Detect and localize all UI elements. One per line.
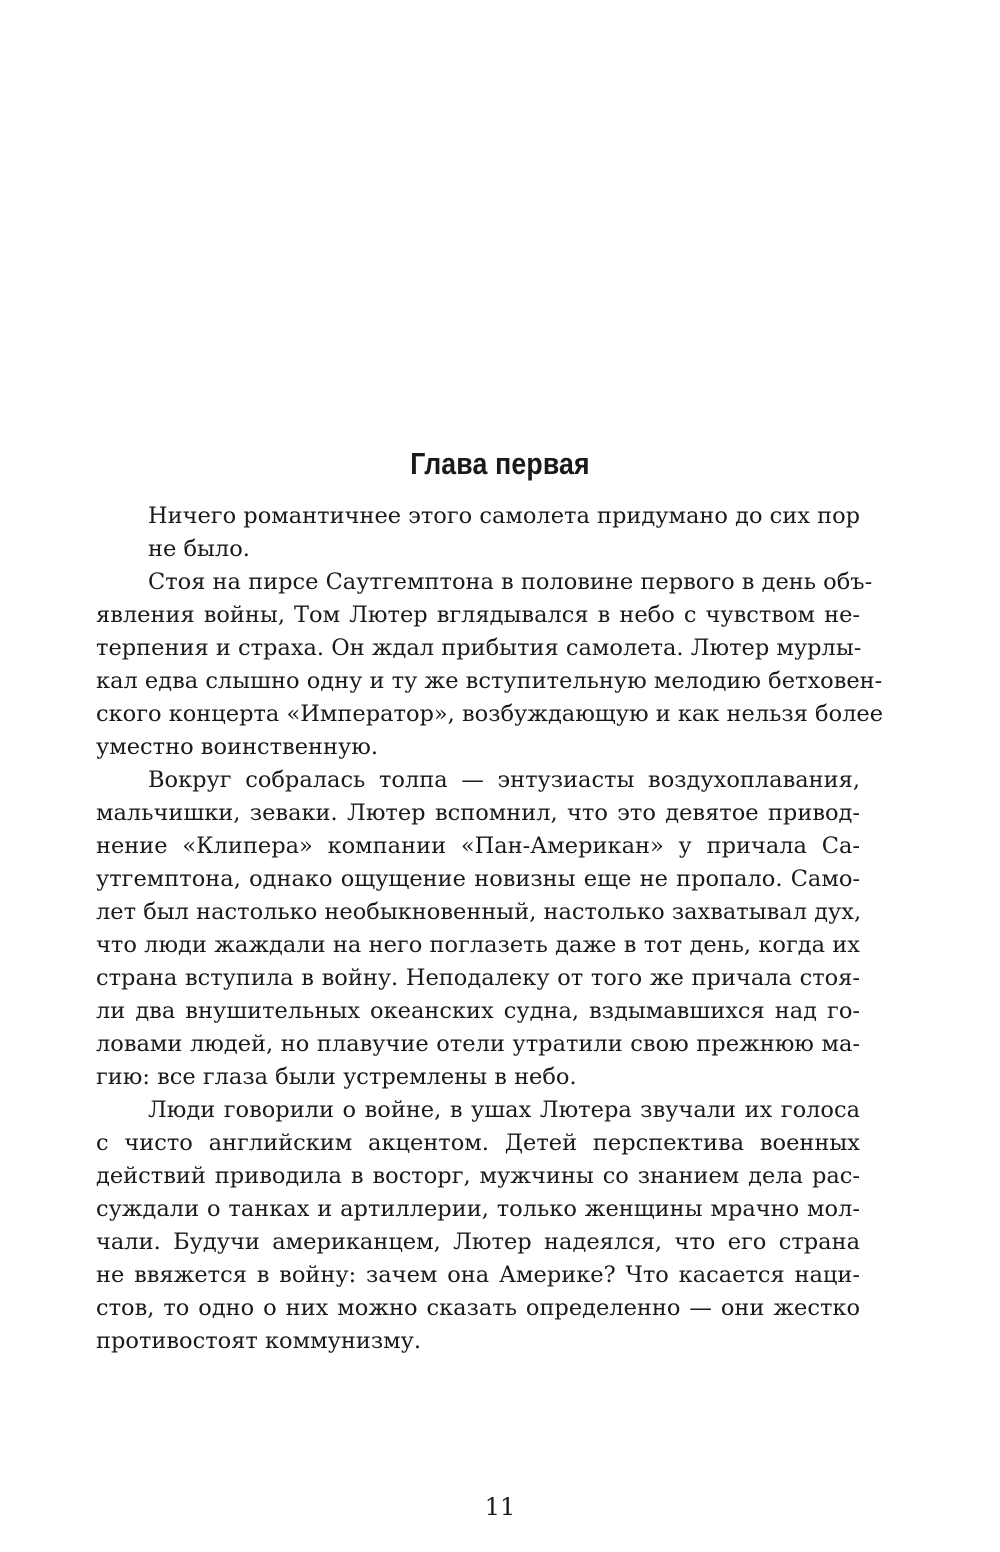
text-line: страна вступила в войну. Неподалеку от того же причала стоя- [96, 965, 860, 991]
text-line: не ввяжется в войну: зачем она Америке? Что касается наци- [96, 1262, 860, 1288]
text-line: кал едва слышно одну и ту же вступительную мелодию бетховен- [96, 668, 883, 694]
text-line: не было. [148, 536, 250, 562]
text-line: противостоят коммунизму. [96, 1328, 421, 1354]
text-line: суждали о танках и артиллерии, только женщины мрачно мол- [96, 1196, 860, 1222]
text-line: ского концерта «Император», возбуждающую и как нельзя более [96, 701, 884, 727]
text-line: ловами людей, но плавучие отели утратили свою прежнюю ма- [96, 1031, 860, 1057]
text-line: Ничего романтичнее этого самолета придумано до сих пор [148, 503, 861, 529]
text-line: терпения и страха. Он ждал прибытия самолета. Лютер мурлы- [96, 635, 862, 661]
text-line: Вокруг собралась толпа — энтузиасты воздухоплавания, [148, 767, 860, 793]
body-text [96, 500, 884, 1358]
text-line: стов, то одно о них можно сказать определенно — они жестко [96, 1295, 860, 1321]
text-line: нение «Клипера» компании «Пан-Американ» у причала Са- [96, 833, 860, 859]
text-line: уместно воинственную. [96, 734, 379, 760]
text-line: действий приводила в восторг, мужчины со знанием дела рас- [96, 1163, 860, 1189]
text-line: утгемптона, однако ощущение новизны еще не пропало. Само- [96, 866, 860, 892]
chapter-title: Глава первая [410, 446, 590, 481]
text-line: Люди говорили о войне, в ушах Лютера звучали их голоса [148, 1097, 860, 1123]
page-number: 11 [484, 1493, 516, 1521]
text-line: чали. Будучи американцем, Лютер надеялся, что его страна [96, 1229, 860, 1255]
text-line: с чисто английским акцентом. Детей перспектива военных [96, 1130, 860, 1156]
text-line: что люди жаждали на него поглазеть даже в тот день, когда их [96, 932, 860, 958]
text-line: мальчишки, зеваки. Лютер вспомнил, что это девятое привод- [96, 800, 860, 826]
text-line: гию: все глаза были устремлены в небо. [96, 1064, 577, 1090]
text-line: явления войны, Том Лютер вглядывался в небо с чувством не- [96, 602, 860, 628]
text-line: ли два внушительных океанских судна, вздымавшихся над го- [96, 998, 860, 1024]
text-line: лет был настолько необыкновенный, настолько захватывал дух, [96, 899, 862, 925]
text-line: Стоя на пирсе Саутгемптона в половине первого в день объ- [148, 569, 873, 595]
